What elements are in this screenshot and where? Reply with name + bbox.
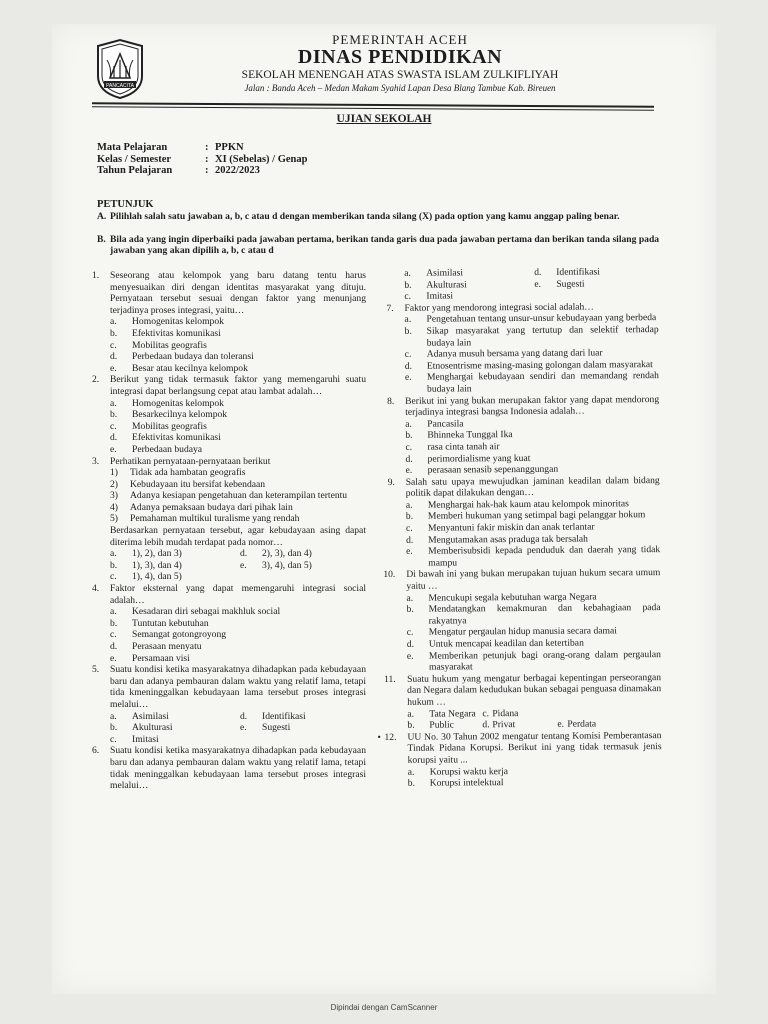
option-letter: a. xyxy=(110,397,117,409)
info-label: Kelas / Semester xyxy=(97,153,172,165)
question-text: Faktor eksternal yang dapat memengaruhi integrasi social adalah… xyxy=(110,583,366,606)
option-text: Tata Negara xyxy=(429,707,476,720)
option[interactable] xyxy=(90,722,220,734)
question-1 xyxy=(90,270,366,316)
option-text: Persamaan visi xyxy=(132,652,190,664)
option-letter: b. xyxy=(404,325,412,337)
option-letter: c. xyxy=(110,420,117,432)
bullet-mark: • xyxy=(377,731,381,743)
option-letter: d. xyxy=(404,360,413,372)
option-letter: a. xyxy=(407,708,415,720)
option[interactable] xyxy=(90,629,366,641)
option[interactable] xyxy=(514,278,658,291)
option-text: Besar atau kecilnya kelompok xyxy=(132,362,248,374)
question-8-options xyxy=(385,417,659,477)
question-10-options xyxy=(386,591,661,674)
question-11-options xyxy=(387,707,661,732)
question-text: Berikut ini yang bukan merupakan faktor yang dapat mendorong terjadinya integrasi bangsa Indonesia adalah… xyxy=(405,393,660,418)
option-text: Efektivitas komunikasi xyxy=(132,327,221,339)
question-6 xyxy=(90,745,366,791)
statement xyxy=(90,467,366,479)
option[interactable] xyxy=(90,711,220,723)
info-value: PPKN xyxy=(215,142,244,153)
option-text: Pengetahuan tentang unsur-unsur kebudayaan yang berbeda xyxy=(426,312,657,326)
option-letter: e. xyxy=(240,559,247,571)
option[interactable] xyxy=(90,560,220,572)
option-letter: b. xyxy=(407,777,416,789)
option-letter: d. xyxy=(406,534,414,546)
option-text: Identifikasi xyxy=(556,266,600,278)
question-text: Berdasarkan pernyataan tersebut, agar kebudayaan asing dapat diterima lebih mudah terdapat pada nomor… xyxy=(110,525,366,548)
question-text: Salah satu upaya mewujudkan jaminan keadilan dalam bidang politik dapat dilakukan dengan… xyxy=(405,474,660,500)
option-letter: c. xyxy=(404,290,412,303)
question-3 xyxy=(90,456,366,468)
option[interactable] xyxy=(90,409,366,421)
option[interactable] xyxy=(220,722,366,734)
option-text: Mengutamakan asas praduga tak bersalah xyxy=(428,533,588,546)
option[interactable] xyxy=(385,370,659,395)
question-text: Di bawah ini yang bukan merupakan tujuan hukum secara umum yaitu … xyxy=(406,567,661,592)
question-text: UU No. 30 Tahun 2002 mengatur tentang Komisi Pemberantasan Tindak Pidana Korupsi. Berikut ini yang tidak termasuk jenis korupsi yaitu ... xyxy=(407,729,662,766)
exam-title: UJIAN SEKOLAH xyxy=(336,113,432,125)
option-letter: e. xyxy=(406,650,414,662)
option-letter: b. xyxy=(110,559,118,571)
option[interactable] xyxy=(384,290,514,303)
question-3-options xyxy=(90,548,366,583)
option[interactable] xyxy=(220,560,366,572)
svg-text:PANCACITA: PANCACITA xyxy=(106,83,134,89)
option[interactable] xyxy=(90,363,366,375)
option-text: Pancasila xyxy=(427,418,464,430)
option-text: 1), 3), dan 4) xyxy=(132,559,182,571)
option-text: Bhinneka Tunggal Ika xyxy=(427,429,513,441)
statement-number: 3) xyxy=(110,490,118,502)
option[interactable] xyxy=(90,571,220,583)
option[interactable] xyxy=(90,653,366,665)
question-4-options xyxy=(90,606,366,664)
option-letter: e. xyxy=(406,546,413,558)
option[interactable] xyxy=(387,719,482,731)
option[interactable] xyxy=(220,548,366,560)
option-text: Imitasi xyxy=(426,290,454,302)
question-number: 6. xyxy=(92,745,100,757)
option-letter: a. xyxy=(405,499,413,511)
option-text: Akulturasi xyxy=(426,278,467,291)
question-text: Berikut yang tidak termasuk faktor yang memengaruhi suatu integrasi dapat berlangsung cepat atau lambat adalah… xyxy=(110,374,366,397)
option[interactable] xyxy=(90,340,366,352)
option-text: Semangat gotongroyong xyxy=(132,629,227,641)
option-letter: b. xyxy=(110,327,118,339)
exam-info xyxy=(97,142,307,177)
question-3-statements xyxy=(90,467,366,525)
statement-text: Pemahaman multikul turalisme yang rendah xyxy=(130,513,300,525)
option-text: Memberikan petunjuk bagi orang-orang dalam pergaulan masyarakat xyxy=(428,648,661,673)
option-letter: e. xyxy=(557,718,565,730)
option-text: rasa cinta tanah air xyxy=(427,441,500,453)
option-text: Imitasi xyxy=(132,733,159,745)
option-text: Efektivitas komunikasi xyxy=(132,432,221,444)
option-text: Menyantuni fakir miskin dan anak terlantar xyxy=(427,521,595,534)
statement-number: 2) xyxy=(110,478,118,490)
option-letter: a. xyxy=(404,314,412,326)
option-text: 3), 4), dan 5) xyxy=(262,559,312,571)
option-letter: c. xyxy=(110,571,117,583)
instructions-heading: PETUNJUK xyxy=(97,199,154,210)
option[interactable] xyxy=(90,421,366,433)
option-text: Tuntutan kebutuhan xyxy=(132,617,209,629)
option-text: Adanya musuh bersama yang datang dari luar xyxy=(426,347,603,360)
question-number: 9. xyxy=(387,476,395,488)
question-9 xyxy=(386,475,660,500)
option-text: Untuk mencapai keadilan dan ketertiban xyxy=(428,637,584,650)
option-letter: b. xyxy=(110,617,118,629)
question-3-continuation xyxy=(90,525,366,548)
option[interactable] xyxy=(385,324,659,349)
question-number: 10. xyxy=(383,569,396,581)
statement-text: Tidak ada hambatan geografis xyxy=(130,467,246,479)
question-number: 4. xyxy=(92,583,100,595)
option[interactable] xyxy=(387,708,482,720)
option-letter: b. xyxy=(110,409,118,421)
question-12-options xyxy=(388,765,662,790)
question-11 xyxy=(384,671,662,709)
option-text: Korupsi waktu kerja xyxy=(429,765,509,778)
statement-text: Adanya kesiapan pengetahuan dan keterampilan tertentu xyxy=(130,490,348,502)
question-text: Seseorang atau kelompok yang baru datang tentu harus menyesuaikan diri dengan identitas masyarakat yang dituju. Pernyataan tersebut sesuai dengan faktor yang menunjang terjadinya proses integrasi, yaitu… xyxy=(110,270,366,316)
option-letter: c. xyxy=(406,627,414,639)
option-text: Mobilitas geografis xyxy=(132,339,207,351)
question-10 xyxy=(383,567,661,592)
school-name: SEKOLAH MENENGAH ATAS SWASTA ISLAM ZULKIFLIYAH xyxy=(241,69,559,81)
department-name: DINAS PENDIDIKAN xyxy=(297,46,503,68)
questions-left-column xyxy=(90,270,366,792)
info-label: Mata Pelajaran xyxy=(97,142,168,153)
option-text: Homogenitas kelompok xyxy=(132,397,224,409)
info-row-year xyxy=(97,165,307,177)
option[interactable] xyxy=(557,718,661,730)
question-number: 8. xyxy=(387,395,395,407)
option[interactable] xyxy=(90,398,366,410)
instruction-b xyxy=(97,234,665,256)
scanner-footer: Dipindai dengan CamScanner xyxy=(330,1003,438,1012)
option-letter: e. xyxy=(110,443,117,455)
option-text: Menghargai hak-hak kaum atau kelompok minoritas xyxy=(427,498,629,511)
option-letter: c. xyxy=(405,522,413,534)
option-text: Menghargai kebudayaan sendiri dan memandang rendah budaya lain xyxy=(426,370,659,395)
statement xyxy=(90,490,366,502)
question-5-options xyxy=(90,711,366,746)
question-1-options xyxy=(90,316,366,374)
question-2-options xyxy=(90,398,366,456)
option-letter: d. xyxy=(240,548,248,560)
info-value: XI (Sebelas) / Genap xyxy=(215,153,308,165)
option-letter: a. xyxy=(110,548,117,560)
option[interactable] xyxy=(220,711,366,723)
option-text: Memberi hukuman yang setimpal bagi pelanggar hokum xyxy=(427,509,646,523)
question-text: Suatu hukum yang mengatur berbagai kepentingan perseorangan dan Negara dalam kedudukan bukan sebagai penguasa dinamakan hukum … xyxy=(407,671,662,708)
instruction-a xyxy=(97,211,665,222)
option-text: Perbedaan budaya dan toleransi xyxy=(132,351,254,363)
option-letter: a. xyxy=(405,418,412,430)
question-number: 12. xyxy=(384,731,397,743)
option-text: Korupsi intelektual xyxy=(429,777,504,789)
question-number: 5. xyxy=(92,664,100,676)
option-text: Memberisubsidi kepada penduduk dan daerah yang tidak mampu xyxy=(428,544,661,569)
option[interactable] xyxy=(90,444,366,456)
option-letter: e. xyxy=(404,372,412,384)
option-letter: c. xyxy=(110,339,117,351)
option[interactable] xyxy=(90,606,366,618)
option-text: Besarkecilnya kelompok xyxy=(132,409,228,421)
option-letter: b. xyxy=(405,511,414,523)
option-text: Pidana xyxy=(492,707,519,719)
option-letter: c. xyxy=(404,348,412,360)
option-letter: c. xyxy=(110,629,117,641)
option[interactable] xyxy=(386,544,660,569)
option-text: Kesadaran diri sebagai makhluk social xyxy=(132,606,281,618)
option-text: Identifikasi xyxy=(262,710,306,722)
statement-number: 1) xyxy=(110,467,118,479)
question-5 xyxy=(90,664,366,710)
option-letter: d. xyxy=(110,432,118,444)
option[interactable] xyxy=(514,266,658,279)
option-letter: b. xyxy=(405,430,413,442)
question-number: 11. xyxy=(384,673,396,685)
info-colon: : xyxy=(205,165,209,176)
option[interactable] xyxy=(90,328,366,340)
option[interactable] xyxy=(90,432,366,444)
statement xyxy=(90,502,366,514)
option-letter: a. xyxy=(110,316,117,328)
question-7-options xyxy=(385,312,660,395)
option-text: Perdata xyxy=(567,718,597,730)
option-text: Homogenitas kelompok xyxy=(132,316,224,328)
question-12 xyxy=(377,729,662,767)
option-text: perasaan senasib sepenanggungan xyxy=(427,463,559,476)
option-text: Sikap masyarakat yang tertutup dan selektif terhadap budaya lain xyxy=(426,324,659,349)
option[interactable] xyxy=(384,279,514,292)
question-6-options xyxy=(384,266,658,303)
option-text: Mencukupi segala kebutuhan warga Negara xyxy=(428,591,597,604)
option-letter: c. xyxy=(110,733,117,745)
government-name: PEMERINTAH ACEH xyxy=(332,32,468,47)
question-4 xyxy=(90,583,366,606)
question-number: 7. xyxy=(386,302,394,314)
option-text: Mengatur pergaulan hidup manusia secara damai xyxy=(428,625,617,639)
option-letter: b. xyxy=(404,279,412,291)
question-number: 3. xyxy=(92,455,100,467)
option-text: Asimilasi xyxy=(426,267,464,279)
option[interactable] xyxy=(388,776,662,790)
option-text: Sugesti xyxy=(556,278,585,290)
option-text: Akulturasi xyxy=(132,722,173,734)
option[interactable] xyxy=(90,316,366,328)
option[interactable] xyxy=(387,602,661,627)
option-letter: d. xyxy=(110,351,118,363)
question-text: Faktor yang mendorong integrasi social adalah… xyxy=(404,301,594,314)
option-letter: d. xyxy=(110,641,118,652)
info-row-class xyxy=(97,154,307,166)
info-colon: : xyxy=(205,153,209,165)
instruction-text: Pilihlah salah satu jawaban a, b, c atau d dengan memberikan tanda silang (X) pada option yang kamu anggap paling benar. xyxy=(110,211,620,222)
statement xyxy=(90,513,366,525)
question-text: Suatu kondisi ketika masyarakatnya dihadapkan pada kebudayaan baru dan adanya pembauran dalam waktu yang relatif lama, tetapi tidak meninggalkan kebudayaan lama tersebut proses integrasi melalui… xyxy=(110,745,366,792)
option[interactable] xyxy=(387,649,661,674)
option-text: 1), 4), dan 5) xyxy=(132,571,182,583)
option-text: 2), 3), dan 4) xyxy=(262,548,312,560)
option-letter: d. xyxy=(240,710,248,722)
option-text: perimordialisme yang kuat xyxy=(427,452,531,465)
option-text: Asimilasi xyxy=(132,710,169,722)
question-text: Perhatikan pernyataan-pernyataan berikut xyxy=(110,455,271,467)
question-8 xyxy=(385,394,659,419)
option-letter: a. xyxy=(404,267,411,279)
statement xyxy=(90,479,366,491)
option-text: Sugesti xyxy=(262,722,291,734)
option[interactable] xyxy=(90,618,366,630)
option-letter: d. xyxy=(482,719,490,731)
instruction-text: Bila ada yang ingin diperbaiki pada jawaban pertama, berikan tanda garis dua pada jawaban pertama dan berikan tanda silang pada jawaban yang akan dipilih a, b, c atau d xyxy=(110,234,660,256)
info-colon: : xyxy=(205,142,209,153)
question-text: Suatu kondisi ketika masyarakatnya dihadapkan pada kebudayaan baru dan adanya pembauran dalam waktu yang relatif lama, tetapi tida kmeninggalkan kebudayaan lama tersebut proses integrasi melalui… xyxy=(110,664,366,710)
option-letter: b. xyxy=(110,722,118,734)
option[interactable] xyxy=(90,641,366,653)
option-letter: b. xyxy=(407,719,415,731)
option-letter: e. xyxy=(110,652,117,664)
option-letter: a. xyxy=(406,592,414,604)
question-2 xyxy=(90,374,366,397)
option-letter: b. xyxy=(406,603,414,616)
option-letter: d. xyxy=(405,453,413,465)
info-label: Tahun Pelajaran xyxy=(97,165,173,176)
instruction-key: A. xyxy=(97,211,107,222)
option-letter: d. xyxy=(534,266,542,278)
info-value: 2022/2023 xyxy=(215,165,260,176)
instruction-key: B. xyxy=(97,234,106,245)
question-9-options xyxy=(386,498,660,569)
aceh-emblem-icon xyxy=(92,38,148,100)
option-letter: a. xyxy=(110,710,117,722)
option-empty xyxy=(557,707,661,719)
option[interactable] xyxy=(384,267,514,280)
option-text: Etnosentrisme masing-masing golongan dalam masyarakat xyxy=(426,358,653,372)
option[interactable] xyxy=(90,734,220,746)
option-letter: c. xyxy=(405,441,413,453)
option[interactable] xyxy=(90,548,220,560)
option-letter: c. xyxy=(482,707,490,719)
option-text: Public xyxy=(429,719,454,731)
info-row-subject xyxy=(97,142,307,154)
statement-number: 4) xyxy=(110,501,118,513)
option[interactable] xyxy=(90,351,366,363)
questions-right-column xyxy=(377,266,662,790)
statement-text: Kebudayaan itu bersifat kebendaan xyxy=(130,478,266,490)
option[interactable] xyxy=(482,719,557,731)
question-number: 1. xyxy=(92,270,100,281)
option-text: Perbedaan budaya xyxy=(132,443,203,455)
option-letter: a. xyxy=(407,766,415,778)
option-text: 1), 2), dan 3) xyxy=(132,548,182,560)
option-letter: e. xyxy=(240,722,247,734)
option-letter: a. xyxy=(110,606,117,618)
option-letter: e. xyxy=(110,362,117,374)
option-letter: e. xyxy=(534,278,542,290)
question-number: 2. xyxy=(92,374,100,386)
option-text: Mendatangkan kemakmuran dan kebahagiaan pada rakyatnya xyxy=(428,602,661,627)
option-letter: d. xyxy=(406,638,415,650)
option-letter: e. xyxy=(405,464,413,476)
school-address: Jalan : Banda Aceh – Medan Makam Syahid Lapan Desa Blang Tambue Kab. Bireuen xyxy=(244,83,556,93)
statement-text: Adanya pemaksaan budaya dari pihak lain xyxy=(130,501,293,513)
statement-number: 5) xyxy=(110,513,118,525)
option[interactable] xyxy=(482,707,557,719)
option-text: Privat xyxy=(492,719,516,731)
option-text: Mobilitas geografis xyxy=(132,420,207,432)
option-text: Perasaan menyatu xyxy=(132,641,202,652)
